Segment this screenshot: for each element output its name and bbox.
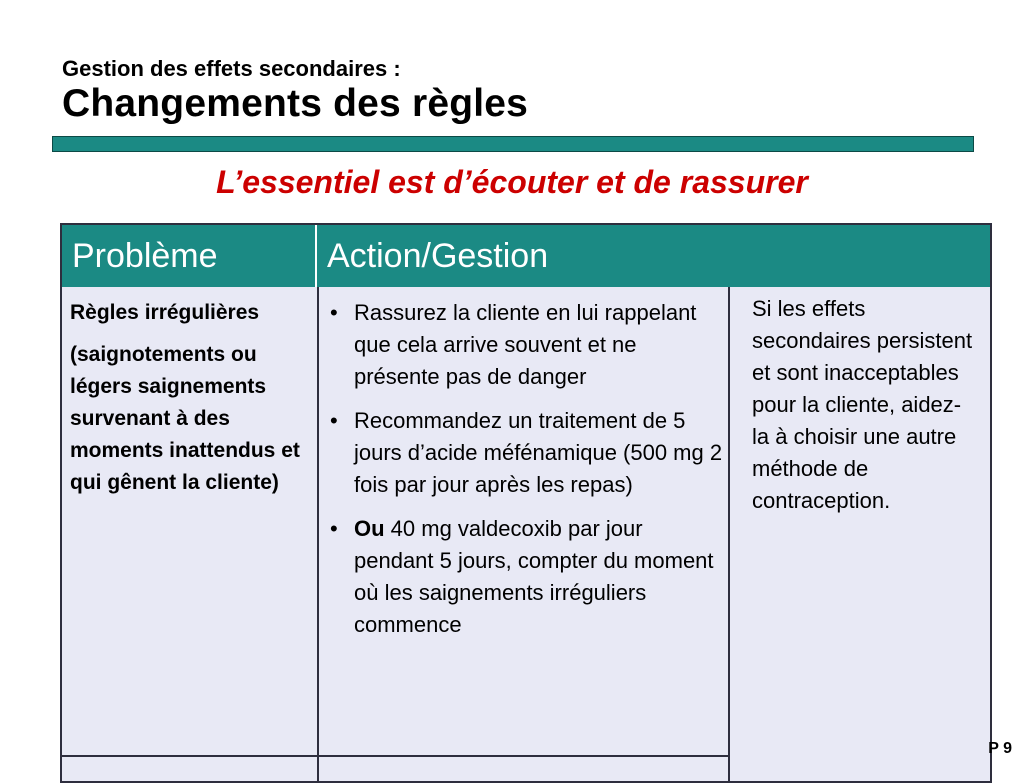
action-item [326,513,728,641]
bullet-icon: • [330,516,338,541]
note-cell: Si les effets secondaires persistent et sont inacceptables pour la cliente, aidez-la à choisir une autre méthode de contraception. [752,296,973,513]
management-table [60,223,992,783]
header-problem: Problème [62,225,317,287]
row-divider [62,755,728,757]
action-cell [326,297,728,653]
bullet-icon: • [330,408,338,433]
problem-description: (saignotements ou légers saignements survenant à des moments inattendus et qui gênent la cliente) [70,343,300,494]
bullet-icon: • [330,300,338,325]
header-action: Action/Gestion [317,225,990,287]
problem-title: Règles irrégulières [70,301,260,324]
page-number: P 9 [988,740,1012,757]
action-item [326,405,728,501]
action-text: Recommandez un traitement de 5 jours d’acide méfénamique (500 mg 2 fois par jour après les repas) [354,408,723,497]
title-divider-bar [52,136,974,152]
tagline: L’essentiel est d’écouter et de rassurer [216,164,808,200]
slide-title: Changements des règles [62,82,529,125]
problem-cell [70,297,310,509]
action-text: 40 mg valdecoxib par jour pendant 5 jours, compter du moment où les saignements irréguliers commence [354,516,714,637]
action-or-label: Ou [354,516,385,541]
slide-subtitle: Gestion des effets secondaires : [62,56,401,81]
action-item [326,297,728,393]
column-divider-1 [317,287,319,781]
column-divider-2 [728,287,730,781]
action-text: Rassurez la cliente en lui rappelant que cela arrive souvent et ne présente pas de danger [354,300,697,389]
